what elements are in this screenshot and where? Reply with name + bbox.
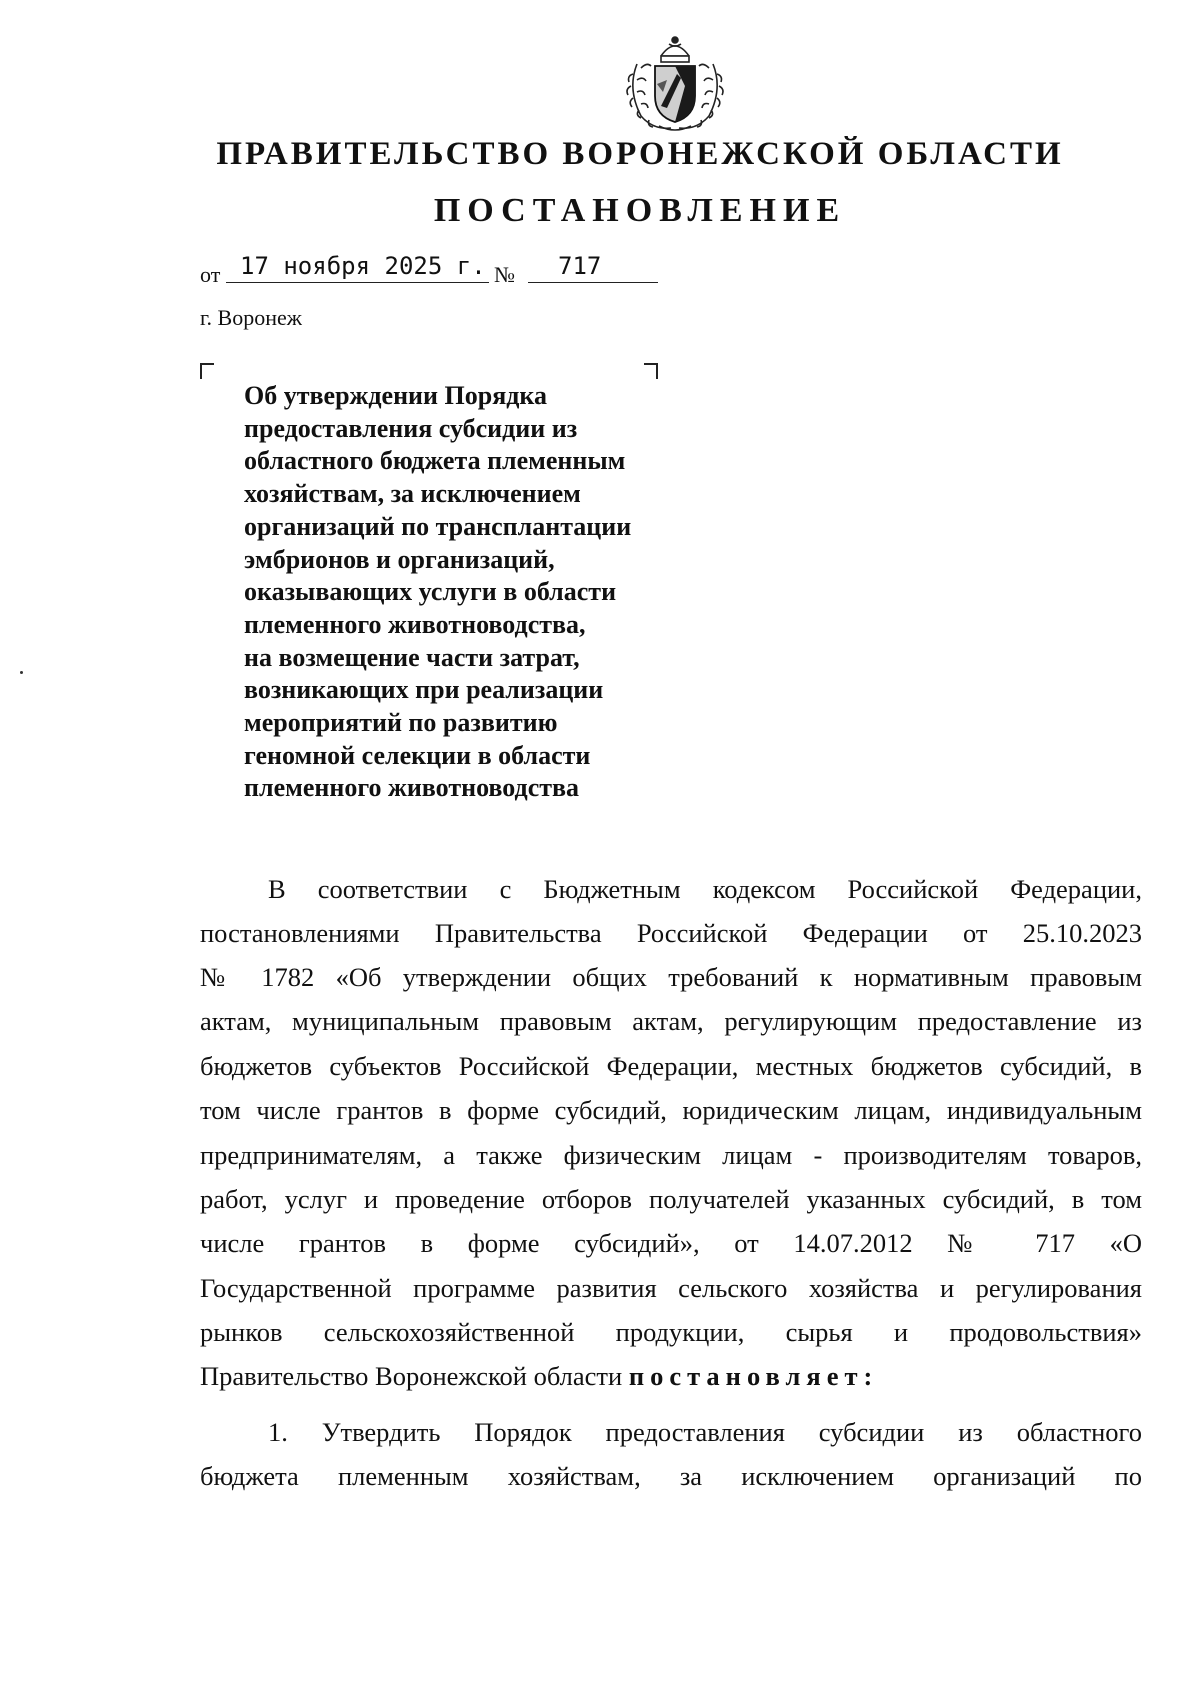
body-line: том числе грантов в форме субсидий, юридическим лицам, индивидуальным <box>200 1095 1142 1125</box>
body-line: 1. Утвердить Порядок предоставления субсидии из областного <box>268 1417 1142 1447</box>
date-prefix: от <box>200 262 221 287</box>
scan-mark <box>20 671 23 674</box>
document-type-title: ПОСТАНОВЛЕНИЕ <box>433 192 847 229</box>
body-line: рынков сельскохозяйственной продукции, сырья и продовольствия» <box>200 1317 1142 1347</box>
body-line: актам, муниципальным правовым актам, регулирующим предоставление из <box>200 1006 1142 1036</box>
body-line: В соответствии с Бюджетным кодексом Российской Федерации, <box>268 874 1142 904</box>
document-date: 17 ноября 2025 г. <box>226 250 489 283</box>
document-heading: Об утверждении Порядка предоставления субсидии из областного бюджета племенным хозяйствам, за исключением организаций по трансплантации эмбрионов и организаций, оказывающих услуги в области племенного животноводства, на возмещение части затрат, возникающих при реализации мероприятий по развитию геномной селекции в области племенного животноводства <box>244 381 632 803</box>
document-number: 717 <box>528 250 658 283</box>
voronezh-coat-of-arms-icon <box>619 34 731 136</box>
resolution-line <box>200 1361 1142 1391</box>
body-line: бюджетов субъектов Российской Федерации, местных бюджетов субсидий, в <box>200 1051 1142 1081</box>
number-prefix: № <box>494 262 515 287</box>
heading-bracket-left <box>200 363 214 379</box>
body-line: Государственной программе развития сельского хозяйства и регулирования <box>200 1273 1142 1303</box>
body-line: работ, услуг и проведение отборов получателей указанных субсидий, в том <box>200 1184 1142 1214</box>
resolution-prefix: Правительство Воронежской области <box>200 1361 629 1391</box>
heading-bracket-right <box>644 363 658 379</box>
resolves-word: постановляет: <box>628 1361 879 1391</box>
body-line: бюджета племенным хозяйствам, за исключением организаций по <box>200 1461 1142 1491</box>
document-city: г. Воронеж <box>200 305 302 330</box>
body-line: № 1782 «Об утверждении общих требований к нормативным правовым <box>200 962 1142 992</box>
body-line: постановлениями Правительства Российской Федерации от 25.10.2023 <box>200 918 1142 948</box>
organization-title: ПРАВИТЕЛЬСТВО ВОРОНЕЖСКОЙ ОБЛАСТИ <box>216 136 1064 172</box>
body-line: числе грантов в форме субсидий», от 14.07.2012 № 717 «О <box>200 1228 1142 1258</box>
body-line: предпринимателям, а также физическим лицам - производителям товаров, <box>200 1140 1142 1170</box>
